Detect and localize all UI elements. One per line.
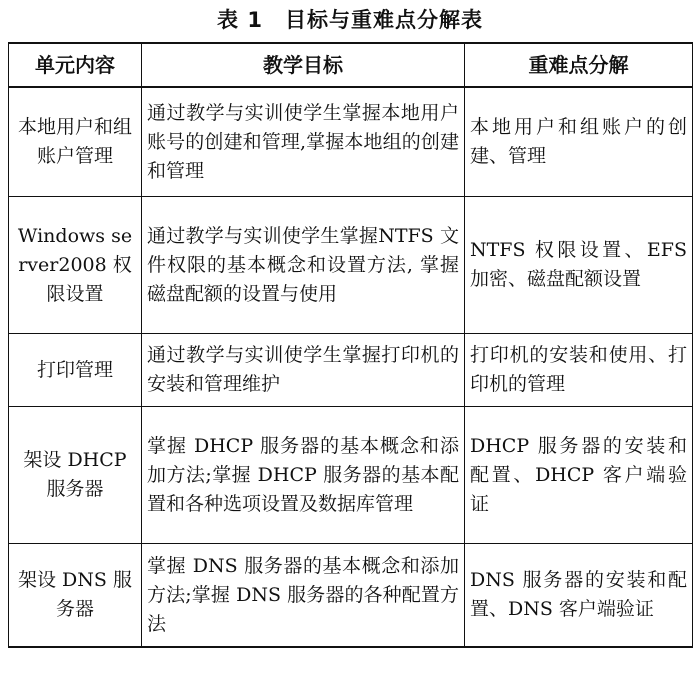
header-key-points: 重难点分解 xyxy=(465,43,693,87)
table-caption-number: 表 1 xyxy=(217,8,263,32)
table-row xyxy=(9,87,693,197)
table-row xyxy=(9,334,693,407)
cell-unit: 架设 DHCP 服务器 xyxy=(9,407,142,544)
cell-key-points: 本地用户和组账户的创建、管理 xyxy=(465,87,693,197)
cell-goal: 掌握 DNS 服务器的基本概念和添加方法;掌握 DNS 服务器的各种配置方法 xyxy=(142,544,465,648)
cell-unit: 本地用户和组账户管理 xyxy=(9,87,142,197)
cell-unit: 架设 DNS 服务器 xyxy=(9,544,142,648)
cell-goal: 掌握 DHCP 服务器的基本概念和添加方法;掌握 DHCP 服务器的基本配置和各种选项设置及数据库管理 xyxy=(142,407,465,544)
table-caption xyxy=(0,6,700,36)
cell-key-points: DHCP 服务器的安装和配置、DHCP 客户端验证 xyxy=(465,407,693,544)
cell-goal: 通过教学与实训使学生掌握本地用户账号的创建和管理,掌握本地组的创建和管理 xyxy=(142,87,465,197)
header-teaching-goal: 教学目标 xyxy=(142,43,465,87)
cell-unit: Windows server2008 权限设置 xyxy=(9,197,142,334)
cell-goal: 通过教学与实训使学生掌握NTFS 文件权限的基本概念和设置方法, 掌握磁盘配额的设置与使用 xyxy=(142,197,465,334)
objectives-table xyxy=(8,42,693,648)
table-row xyxy=(9,407,693,544)
cell-key-points: NTFS 权限设置、EFS 加密、磁盘配额设置 xyxy=(465,197,693,334)
table-row xyxy=(9,197,693,334)
cell-key-points: DNS 服务器的安装和配置、DNS 客户端验证 xyxy=(465,544,693,648)
header-unit-content: 单元内容 xyxy=(9,43,142,87)
table-header-row xyxy=(9,43,693,87)
table-caption-title: 目标与重难点分解表 xyxy=(284,8,483,32)
cell-goal: 通过教学与实训使学生掌握打印机的安装和管理维护 xyxy=(142,334,465,407)
cell-unit: 打印管理 xyxy=(9,334,142,407)
cell-key-points: 打印机的安装和使用、打印机的管理 xyxy=(465,334,693,407)
table-row xyxy=(9,544,693,648)
